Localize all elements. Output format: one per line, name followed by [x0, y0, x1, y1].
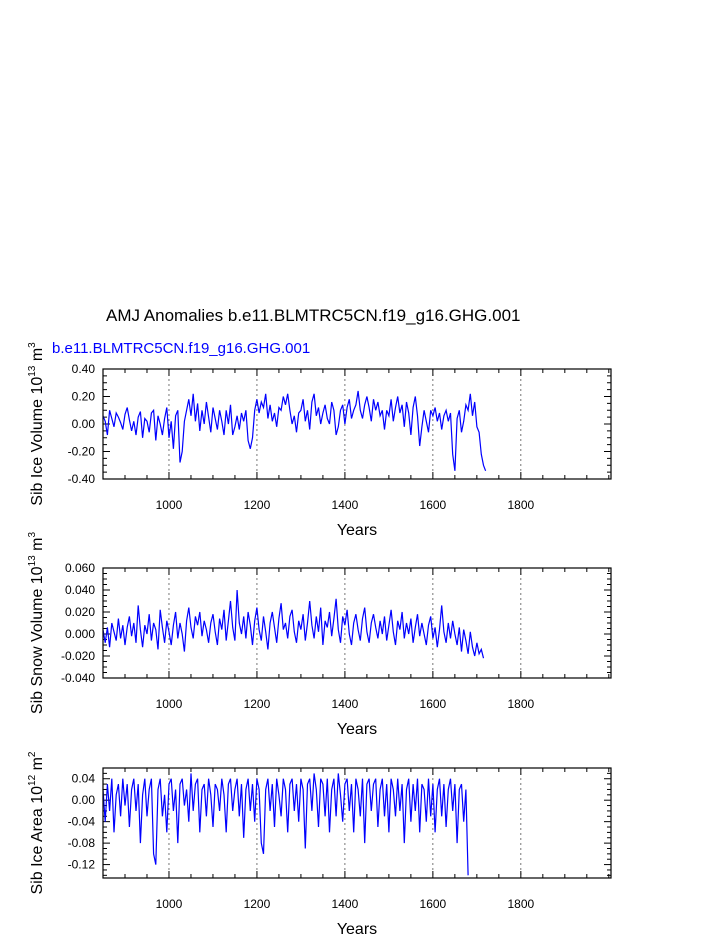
x-tick-label: 1600 [419, 697, 447, 711]
series-line [103, 391, 486, 471]
series-label: b.e11.BLMTRC5CN.f19_g16.GHG.001 [52, 340, 311, 357]
x-axis-label: Years [336, 522, 378, 539]
x-tick-label: 1800 [507, 897, 535, 911]
y-tick-label: 0.040 [64, 583, 95, 597]
y-tick-label: 0.20 [71, 389, 95, 404]
x-tick-label: 1400 [331, 897, 359, 911]
x-axis-label: Years [336, 721, 378, 738]
x-tick-label: 1000 [155, 697, 183, 711]
x-axis-label: Years [336, 921, 378, 935]
chart-panel-1 [27, 342, 611, 539]
y-tick-label: -0.08 [67, 836, 95, 851]
x-tick-label: 1400 [331, 498, 359, 512]
x-tick-label: 1600 [419, 897, 447, 911]
y-tick-label: -0.20 [67, 444, 95, 459]
chart-panel-3 [27, 751, 611, 935]
y-axis-label: Sib Ice Volume $10^{13}$ $m^3$ [27, 342, 46, 506]
chart-panel-2 [27, 532, 611, 739]
x-tick-label: 1200 [243, 498, 271, 512]
series-line [103, 590, 484, 658]
x-tick-label: 1000 [155, 498, 183, 512]
y-tick-label: -0.40 [67, 472, 95, 486]
x-tick-label: 1000 [155, 897, 183, 911]
y-tick-label: 0.060 [64, 561, 95, 575]
y-tick-label: -0.020 [60, 649, 95, 663]
y-tick-label: -0.04 [67, 814, 95, 829]
y-tick-label: -0.040 [60, 671, 95, 685]
x-tick-label: 1600 [419, 498, 447, 512]
x-tick-label: 1800 [507, 498, 535, 512]
y-tick-label: 0.020 [64, 605, 95, 619]
y-tick-label: -0.12 [67, 857, 95, 872]
series-line [103, 773, 468, 875]
x-tick-label: 1200 [243, 897, 271, 911]
y-tick-label: 0.00 [71, 417, 95, 431]
y-tick-label: 0.40 [71, 362, 95, 376]
y-tick-label: 0.000 [64, 627, 95, 641]
y-tick-label: 0.00 [71, 793, 95, 808]
x-tick-label: 1400 [331, 697, 359, 711]
figure-title: AMJ Anomalies b.e11.BLMTRC5CN.f19_g16.GHG.001 [106, 306, 521, 325]
y-tick-label: 0.04 [71, 771, 95, 786]
x-tick-label: 1800 [507, 697, 535, 711]
x-tick-label: 1200 [243, 697, 271, 711]
plot-frame [103, 369, 611, 479]
y-axis-label: Sib Snow Volume $10^{13}$ $m^3$ [27, 531, 46, 715]
y-axis-label: Sib Ice Area $10^{12}$ $m^2$ [27, 751, 46, 895]
